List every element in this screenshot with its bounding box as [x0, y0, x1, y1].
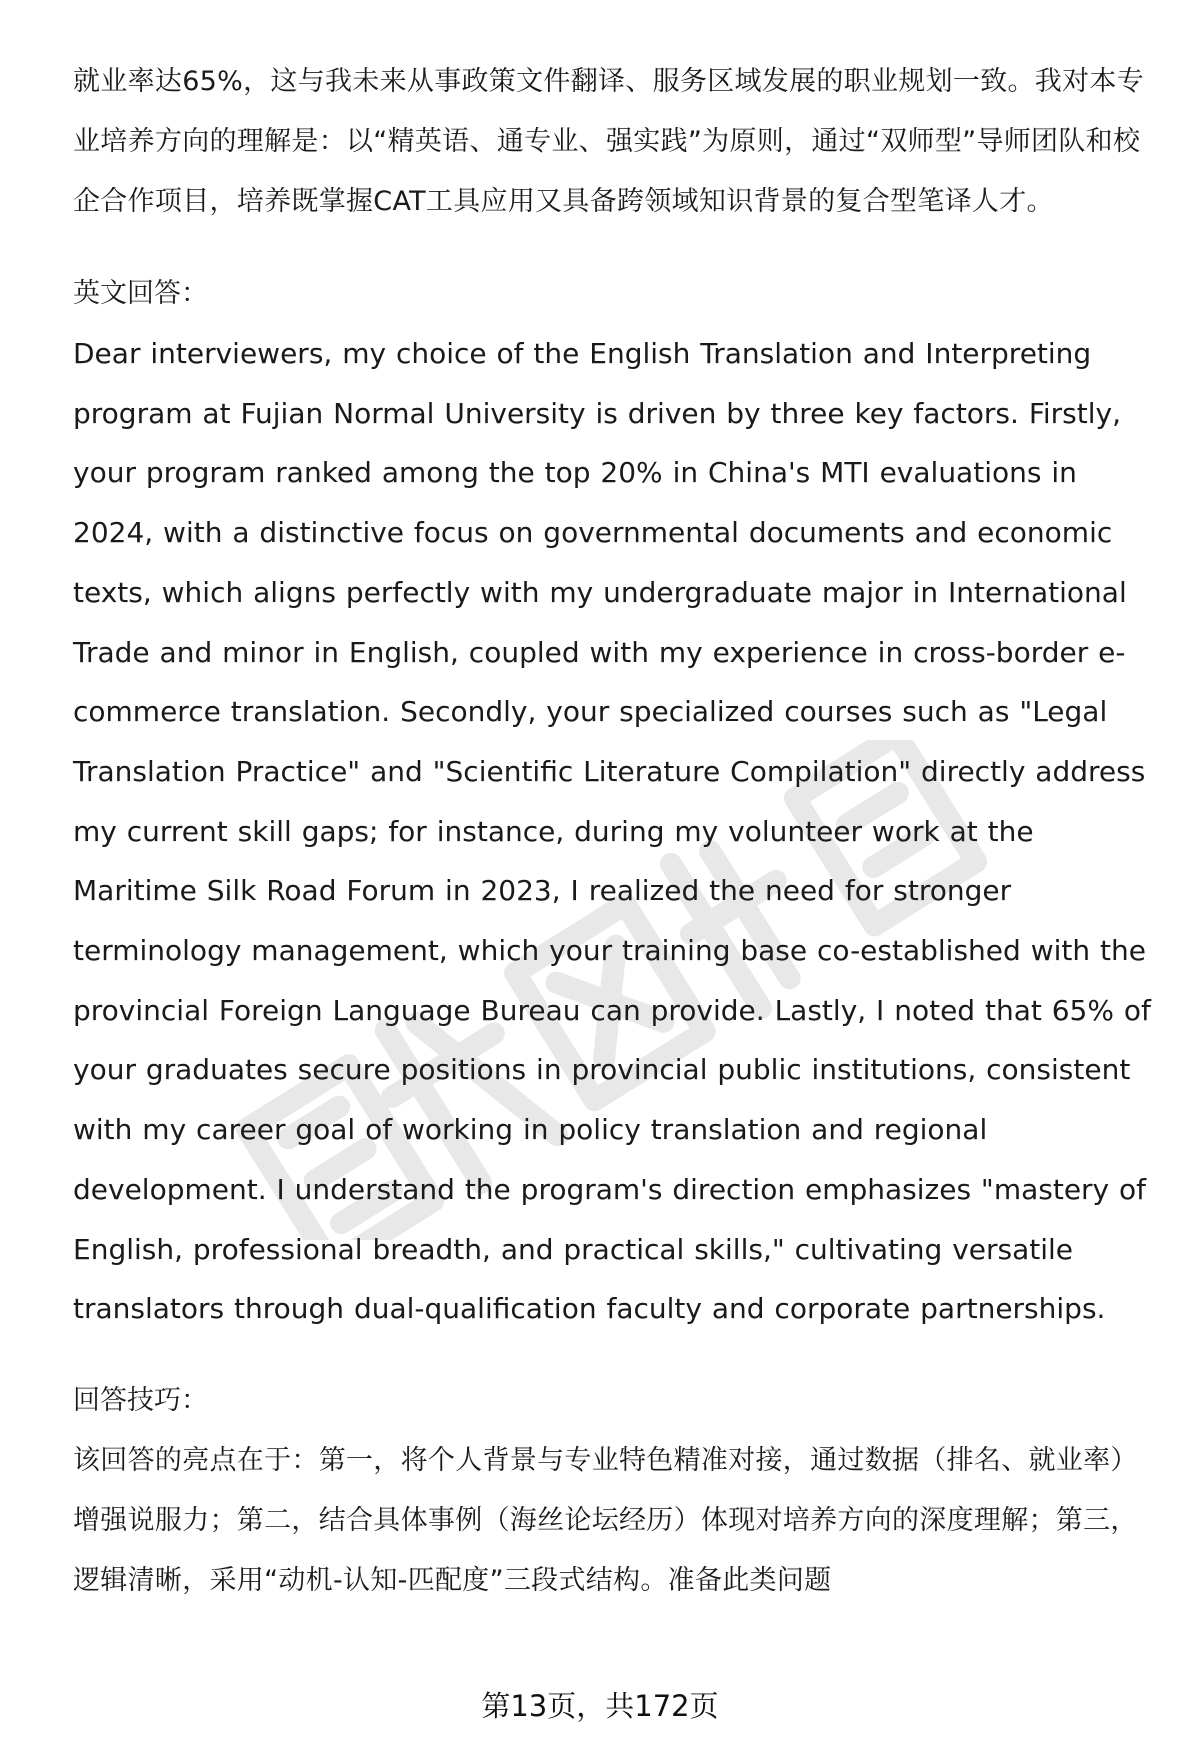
intro-paragraph: 就业率达65%，这与我未来从事政策文件翻译、服务区域发展的职业规划一致。我对本专业培养方向的理解是：以“精英语、通专业、强实践”为原则，通过“双师型”导师团队和校企合作项目，培养既掌握CAT工具应用又具备跨领域知识背景的复合型笔译人才。	[73, 66, 1145, 217]
english-answer-paragraph: Dear interviewers, my choice of the English Translation and Interpreting program at Fujian Normal University is driven by three key factors. Firstly, your program ranked among the top 20% in China's MTI evaluations in 2024, with a distinctive focus on governmental documents and economic texts, which aligns perfectly with my undergraduate major in International Trade and minor in English, coupled with my experience in cross-border e-commerce translation. Secondly, your specialized courses such as "Legal Translation Practice" and "Scientific Literature Compilation" directly address my current skill gaps; for instance, during my volunteer work at the Maritime Silk Road Forum in 2023, I realized the need for stronger terminology management, which your training base co-established with the provincial Foreign Language Bureau can provide. Lastly, I noted that 65% of your graduates secure positions in provincial public institutions, consistent with my career goal of working in policy translation and regional development. I understand the program's direction emphasizes "mastery of English, professional breadth, and practical skills," cultivating versatile translators through dual-qualification faculty and corporate partnerships.	[73, 337, 1151, 1326]
english-answer-heading: 英文回答：	[73, 278, 208, 309]
spacer	[73, 1339, 1153, 1371]
spacer	[73, 232, 1153, 264]
page-number-footer: 第13页，共172页	[481, 1689, 719, 1723]
answer-tips-heading: 回答技巧：	[73, 1384, 208, 1416]
document-body	[73, 52, 1153, 1611]
answer-tips-paragraph: 该回答的亮点在于：第一，将个人背景与专业特色精准对接，通过数据（排名、就业率）增强说服力；第二，结合具体事例（海丝论坛经历）体现对培养方向的深度理解；第三，逻辑清晰，采用“动机-认知-匹配度”三段式结构。准备此类问题	[73, 1444, 1138, 1596]
